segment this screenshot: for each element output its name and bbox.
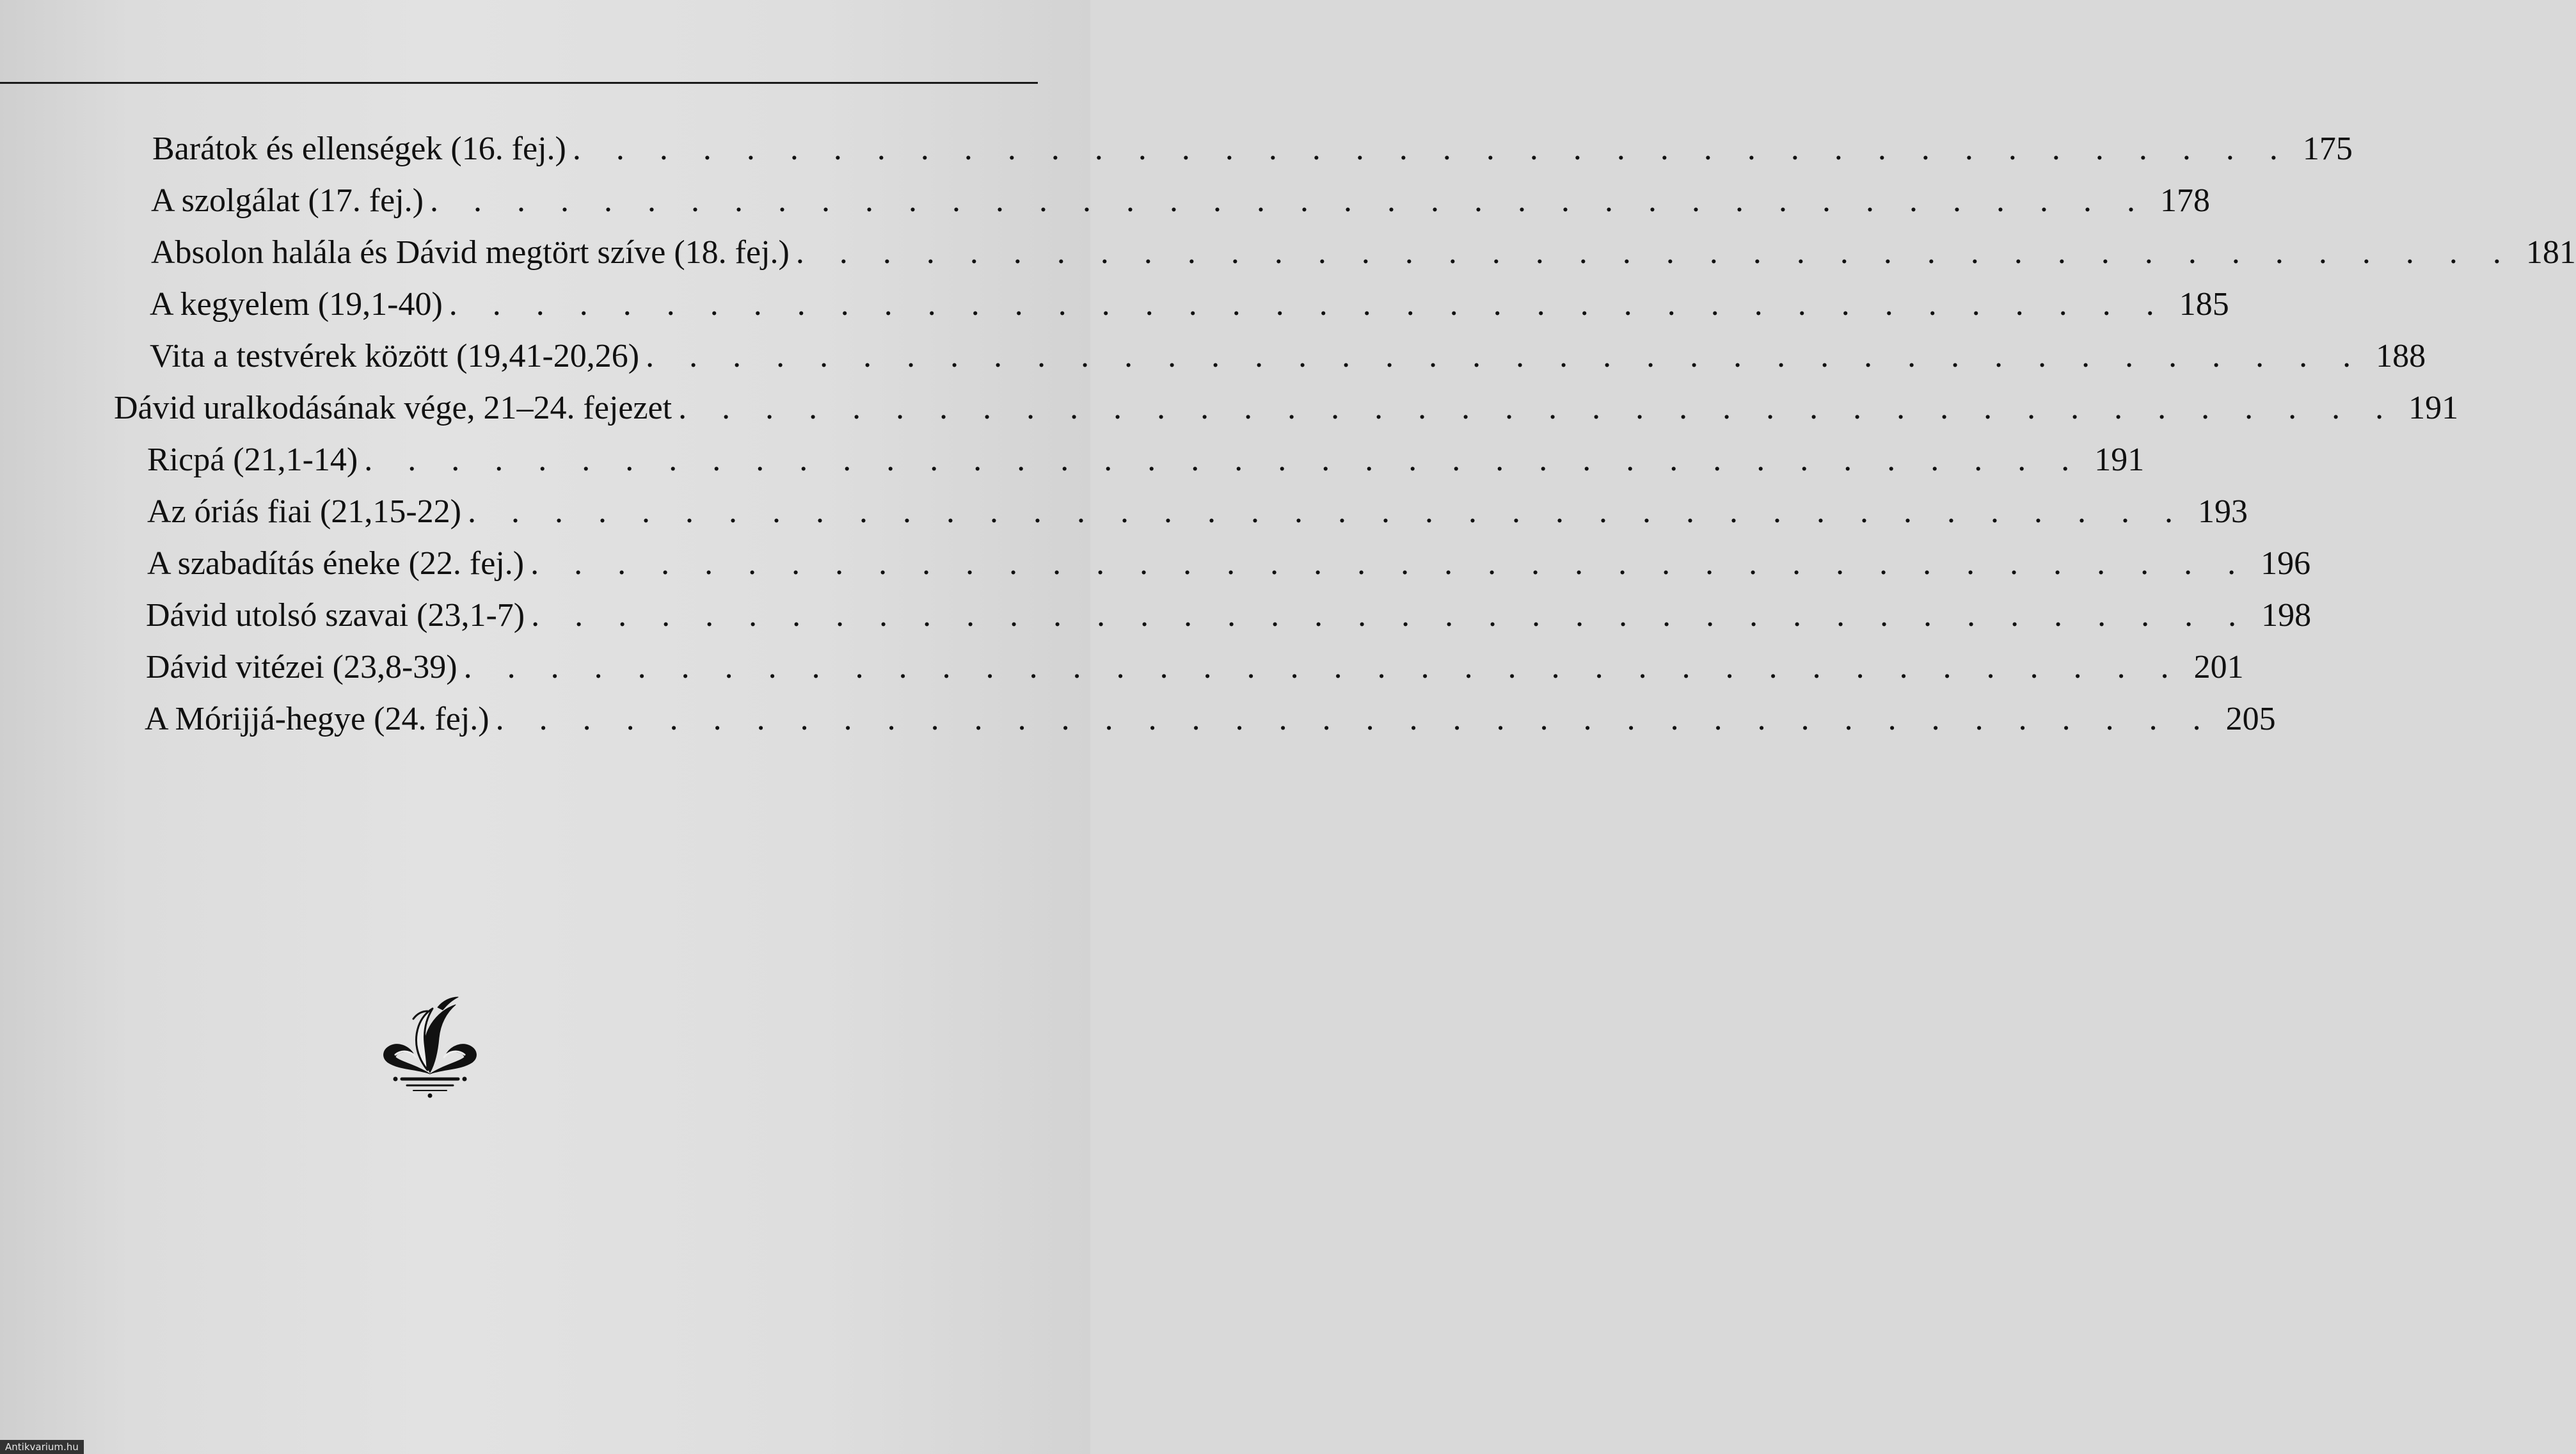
watermark: Antikvarium.hu [0, 1440, 84, 1454]
toc-entry-title: Dávid uralkodásának vége, 21–24. fejezet [114, 390, 672, 426]
toc-entry-leader: . . . . . . . . . . . . . . . . . . . . . . . . . . . . . . . . . . . . . . . . [364, 442, 2083, 478]
toc-entry-page: 185 [2179, 286, 2229, 323]
toc-entry-page: 205 [2225, 701, 2276, 737]
toc-entry [151, 179, 2210, 223]
toc-entry-leader: . . . . . . . . . . . . . . . . . . . . . . . . . . . . . . . . . . . . . . . . [495, 701, 2214, 737]
toc-entry [146, 645, 2244, 690]
toc-entry-leader: . . . . . . . . . . . . . . . . . . . . . . . . . . . . . . . . . . . . . . . . [463, 649, 2182, 685]
toc-entry [147, 541, 2311, 586]
toc-entry-page: 193 [2197, 493, 2248, 530]
toc-entry [152, 127, 2353, 172]
toc-entry-leader: . . . . . . . . . . . . . . . . . . . . . . . . . . . . . . . . . . . . . . . . [531, 597, 2250, 634]
toc-entry [147, 438, 2145, 483]
toc-entry-title: Dávid utolsó szavai (23,1-7) [146, 597, 525, 634]
toc-entry-title: A kegyelem (19,1-40) [150, 286, 443, 323]
toc-entry-page: 175 [2302, 131, 2353, 167]
toc-entry-title: Vita a testvérek között (19,41-20,26) [150, 338, 640, 374]
toc-entry-page: 181 [2525, 234, 2576, 271]
toc-section-entry [114, 386, 2459, 431]
toc-entry-leader: . . . . . . . . . . . . . . . . . . . . . . . . . . . . . . . . . . . . . . . . [429, 182, 2149, 219]
toc-entry-page: 188 [2376, 338, 2426, 374]
toc-entry-title: Az óriás fiai (21,15-22) [147, 493, 461, 530]
toc-entry-title: A szabadítás éneke (22. fej.) [147, 545, 525, 582]
header-rule [0, 82, 1038, 84]
toc-entry [151, 230, 2576, 275]
toc-entry-title: Absolon halála és Dávid megtört szíve (18. fej.) [151, 234, 790, 271]
toc-entry-title: Dávid vitézei (23,8-39) [146, 649, 457, 685]
toc-entry-leader: . . . . . . . . . . . . . . . . . . . . . . . . . . . . . . . . . . . . . . . . [467, 493, 2186, 530]
toc-entry-page: 178 [2159, 182, 2210, 219]
toc-entry-page: 201 [2193, 649, 2244, 685]
toc-entry [146, 593, 2312, 638]
toc-entry-page: 196 [2261, 545, 2311, 582]
toc-entry-title: Barátok és ellenségek (16. fej.) [152, 131, 566, 167]
toc-entry-leader: . . . . . . . . . . . . . . . . . . . . . . . . . . . . . . . . . . . . . . . . [530, 545, 2250, 582]
toc-entry [145, 697, 2276, 742]
toc-entry-title: A Mórijjá-hegye (24. fej.) [145, 701, 489, 737]
toc-entry [147, 490, 2248, 534]
toc-entry-title: A szolgálat (17. fej.) [151, 182, 424, 219]
toc-entry-leader: . . . . . . . . . . . . . . . . . . . . . . . . . . . . . . . . . . . . . . . . [572, 131, 2291, 167]
toc-entry-title: Ricpá (21,1-14) [147, 442, 358, 478]
toc-entry [150, 282, 2229, 327]
toc-entry-leader: . . . . . . . . . . . . . . . . . . . . . . . . . . . . . . . . . . . . . . . . [678, 390, 2397, 426]
toc-entry-page: 198 [2261, 597, 2312, 634]
toc-entry-page: 191 [2408, 390, 2459, 426]
toc-entry-leader: . . . . . . . . . . . . . . . . . . . . . . . . . . . . . . . . . . . . . . . . [449, 286, 2168, 323]
toc-entry-page: 191 [2094, 442, 2145, 478]
toc-entry-leader: . . . . . . . . . . . . . . . . . . . . . . . . . . . . . . . . . . . . . . . . [795, 234, 2515, 271]
floral-ornament-icon [376, 991, 484, 1099]
toc-entry-leader: . . . . . . . . . . . . . . . . . . . . . . . . . . . . . . . . . . . . . . . . [646, 338, 2365, 374]
toc-entry [150, 334, 2426, 379]
